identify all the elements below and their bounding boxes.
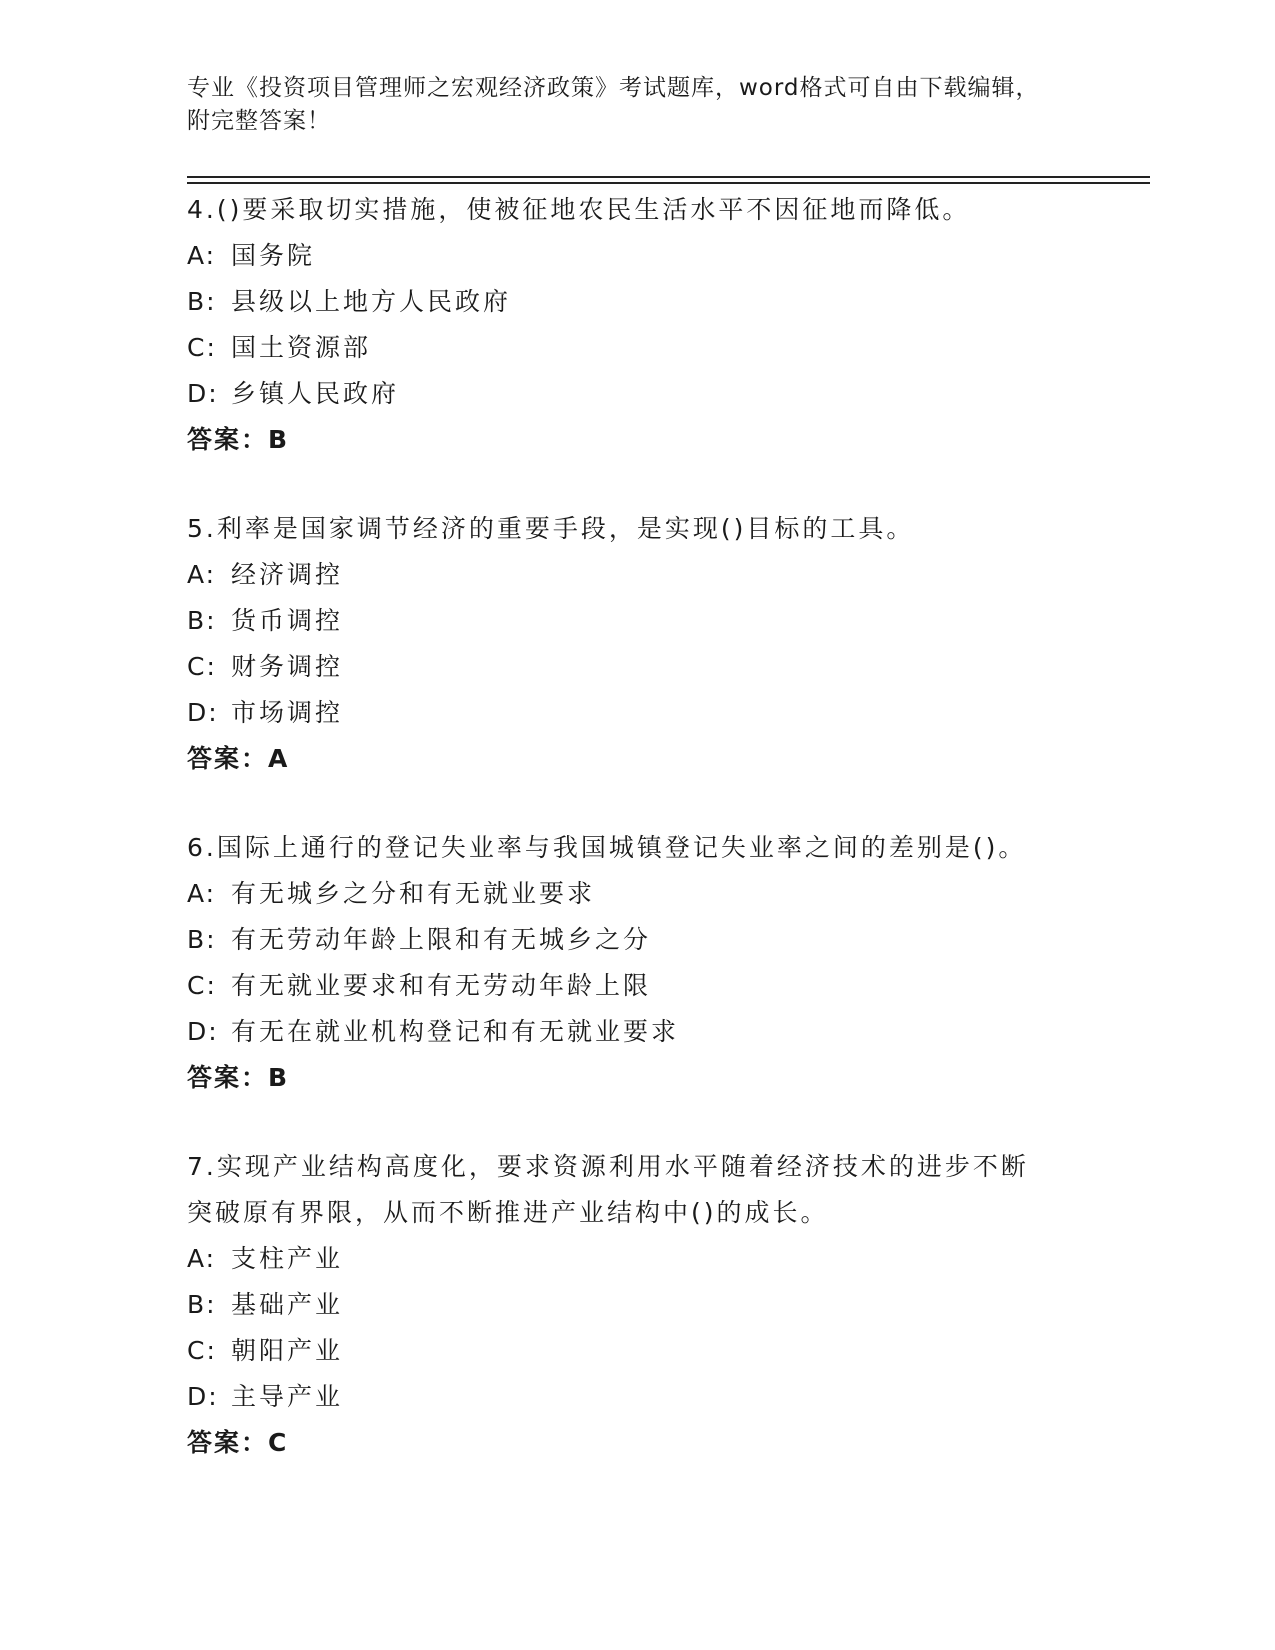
question-stem: 5.利率是国家调节经济的重要手段，是实现()目标的工具。 bbox=[187, 514, 915, 543]
option-letter: B: bbox=[187, 287, 217, 316]
answer-line: 答案：C bbox=[187, 1428, 289, 1457]
question-stem: 7.实现产业结构高度化，要求资源利用水平随着经济技术的进步不断 bbox=[187, 1152, 1029, 1181]
document-header bbox=[187, 72, 1087, 138]
option-text: 基础产业 bbox=[231, 1290, 344, 1319]
question-block bbox=[187, 187, 1087, 463]
option-a bbox=[187, 1236, 1087, 1282]
option-letter: D: bbox=[187, 1017, 219, 1046]
option-b bbox=[187, 598, 1087, 644]
header-divider-top bbox=[187, 176, 1150, 178]
option-d bbox=[187, 690, 1087, 736]
option-a bbox=[187, 552, 1087, 598]
question-stem: 4.()要采取切实措施，使被征地农民生活水平不因征地而降低。 bbox=[187, 195, 971, 224]
question-stem-continuation: 突破原有界限，从而不断推进产业结构中()的成长。 bbox=[187, 1198, 829, 1227]
header-divider-bottom bbox=[187, 182, 1150, 184]
option-text: 乡镇人民政府 bbox=[231, 379, 400, 408]
option-b bbox=[187, 917, 1087, 963]
question-stem: 6.国际上通行的登记失业率与我国城镇登记失业率之间的差别是()。 bbox=[187, 833, 1027, 862]
option-letter: B: bbox=[187, 606, 217, 635]
option-letter: A: bbox=[187, 241, 217, 270]
option-letter: D: bbox=[187, 379, 219, 408]
answer-line: 答案：B bbox=[187, 425, 290, 454]
option-text: 有无在就业机构登记和有无就业要求 bbox=[231, 1017, 680, 1046]
option-text: 有无就业要求和有无劳动年龄上限 bbox=[231, 971, 652, 1000]
option-text: 国务院 bbox=[231, 241, 316, 270]
option-text: 财务调控 bbox=[231, 652, 344, 681]
option-a bbox=[187, 871, 1087, 917]
option-letter: B: bbox=[187, 1290, 217, 1319]
option-letter: C: bbox=[187, 971, 217, 1000]
option-text: 有无城乡之分和有无就业要求 bbox=[231, 879, 596, 908]
answer-line: 答案：A bbox=[187, 744, 290, 773]
option-text: 支柱产业 bbox=[231, 1244, 344, 1273]
option-d bbox=[187, 371, 1087, 417]
option-letter: C: bbox=[187, 652, 217, 681]
option-c bbox=[187, 644, 1087, 690]
option-text: 市场调控 bbox=[231, 698, 344, 727]
option-c bbox=[187, 963, 1087, 1009]
option-letter: B: bbox=[187, 925, 217, 954]
option-text: 货币调控 bbox=[231, 606, 344, 635]
option-text: 经济调控 bbox=[231, 560, 344, 589]
answer-line: 答案：B bbox=[187, 1063, 290, 1092]
option-letter: D: bbox=[187, 1382, 219, 1411]
option-letter: D: bbox=[187, 698, 219, 727]
option-text: 朝阳产业 bbox=[231, 1336, 344, 1365]
option-d bbox=[187, 1374, 1087, 1420]
option-text: 有无劳动年龄上限和有无城乡之分 bbox=[231, 925, 652, 954]
question-block bbox=[187, 1144, 1087, 1466]
question-block bbox=[187, 825, 1087, 1101]
header-line-2: 附完整答案！ bbox=[187, 108, 331, 134]
option-a bbox=[187, 233, 1087, 279]
option-text: 国土资源部 bbox=[231, 333, 372, 362]
option-text: 县级以上地方人民政府 bbox=[231, 287, 512, 316]
option-b bbox=[187, 1282, 1087, 1328]
option-c bbox=[187, 325, 1087, 371]
header-line-1: 专业《投资项目管理师之宏观经济政策》考试题库，word格式可自由下载编辑， bbox=[187, 75, 1040, 101]
option-letter: C: bbox=[187, 333, 217, 362]
option-d bbox=[187, 1009, 1087, 1055]
option-letter: A: bbox=[187, 879, 217, 908]
option-letter: C: bbox=[187, 1336, 217, 1365]
question-block bbox=[187, 506, 1087, 782]
option-letter: A: bbox=[187, 560, 217, 589]
option-letter: A: bbox=[187, 1244, 217, 1273]
option-b bbox=[187, 279, 1087, 325]
option-text: 主导产业 bbox=[231, 1382, 344, 1411]
option-c bbox=[187, 1328, 1087, 1374]
